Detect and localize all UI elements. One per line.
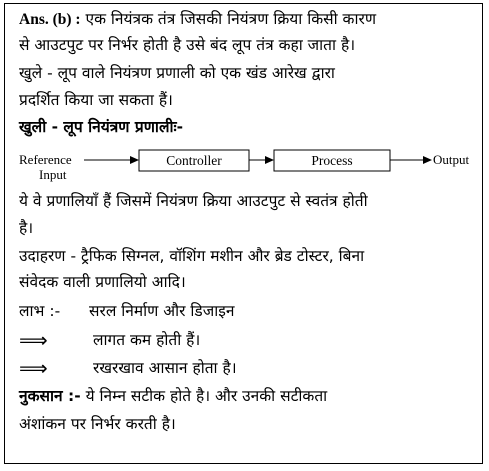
examples-line-2: संवेदक वाली प्रणालियो आदि। xyxy=(19,273,186,291)
open-loop-intro-line-1: खुले - लूप वाले नियंत्रण प्रणाली को एक खंड आरेख द्वारा xyxy=(19,64,335,82)
description-line-1: ये वे प्रणालियाँ हैं जिसमें नियंत्रण क्रिया आउटपुट से स्वतंत्र होती xyxy=(19,192,368,210)
reference-input-label: Reference xyxy=(19,152,72,167)
advantages-label: लाभ :- xyxy=(19,302,61,320)
disadvantages-label: नुकसान :- xyxy=(19,387,81,405)
disadvantages-line-2: अंशांकन पर निर्भर करती है। xyxy=(19,415,176,433)
controller-label: Controller xyxy=(166,153,222,168)
advantage-point-2 xyxy=(19,357,459,381)
answer-line-1 xyxy=(19,8,376,31)
answer-line-2: से आउटपुट पर निर्भर होती है उसे बंद लूप तंत्र कहा जाता है। xyxy=(19,36,356,54)
answer-box xyxy=(4,3,483,464)
advantages-text: सरल निर्माण और डिजाइन xyxy=(89,302,235,320)
implies-arrow-icon: ⟹ xyxy=(19,356,48,380)
block-diagram xyxy=(9,144,479,186)
advantages-row xyxy=(19,300,459,322)
answer-label: Ans. (b) : xyxy=(19,11,81,28)
output-label: Output xyxy=(433,152,470,167)
advantage-point-2-text: रखरखाव आसान होता है। xyxy=(93,359,237,377)
advantage-point-1-text: लागत कम होती हैं। xyxy=(93,331,201,349)
implies-arrow-icon: ⟹ xyxy=(19,328,48,352)
reference-input-label-2: Input xyxy=(39,167,67,182)
description-line-2: है। xyxy=(19,219,34,237)
answer-text-1: एक नियंत्रक तंत्र जिसकी नियंत्रण क्रिया किसी कारण xyxy=(85,10,377,28)
advantage-point-1 xyxy=(19,329,459,353)
disadvantages-line-1 xyxy=(19,385,327,407)
examples-line-1: उदाहरण - ट्रैफिक सिग्नल, वॉशिंग मशीन और ब्रेड टोस्टर, बिना xyxy=(19,247,365,265)
section-heading: खुली - लूप नियंत्रण प्रणालीः- xyxy=(19,118,184,136)
process-label: Process xyxy=(311,153,353,168)
open-loop-intro-line-2: प्रदर्शित किया जा सकता हैं। xyxy=(19,91,173,109)
disadvantages-text-1: ये निम्न सटीक होते है। और उनकी सटीकता xyxy=(85,387,328,405)
